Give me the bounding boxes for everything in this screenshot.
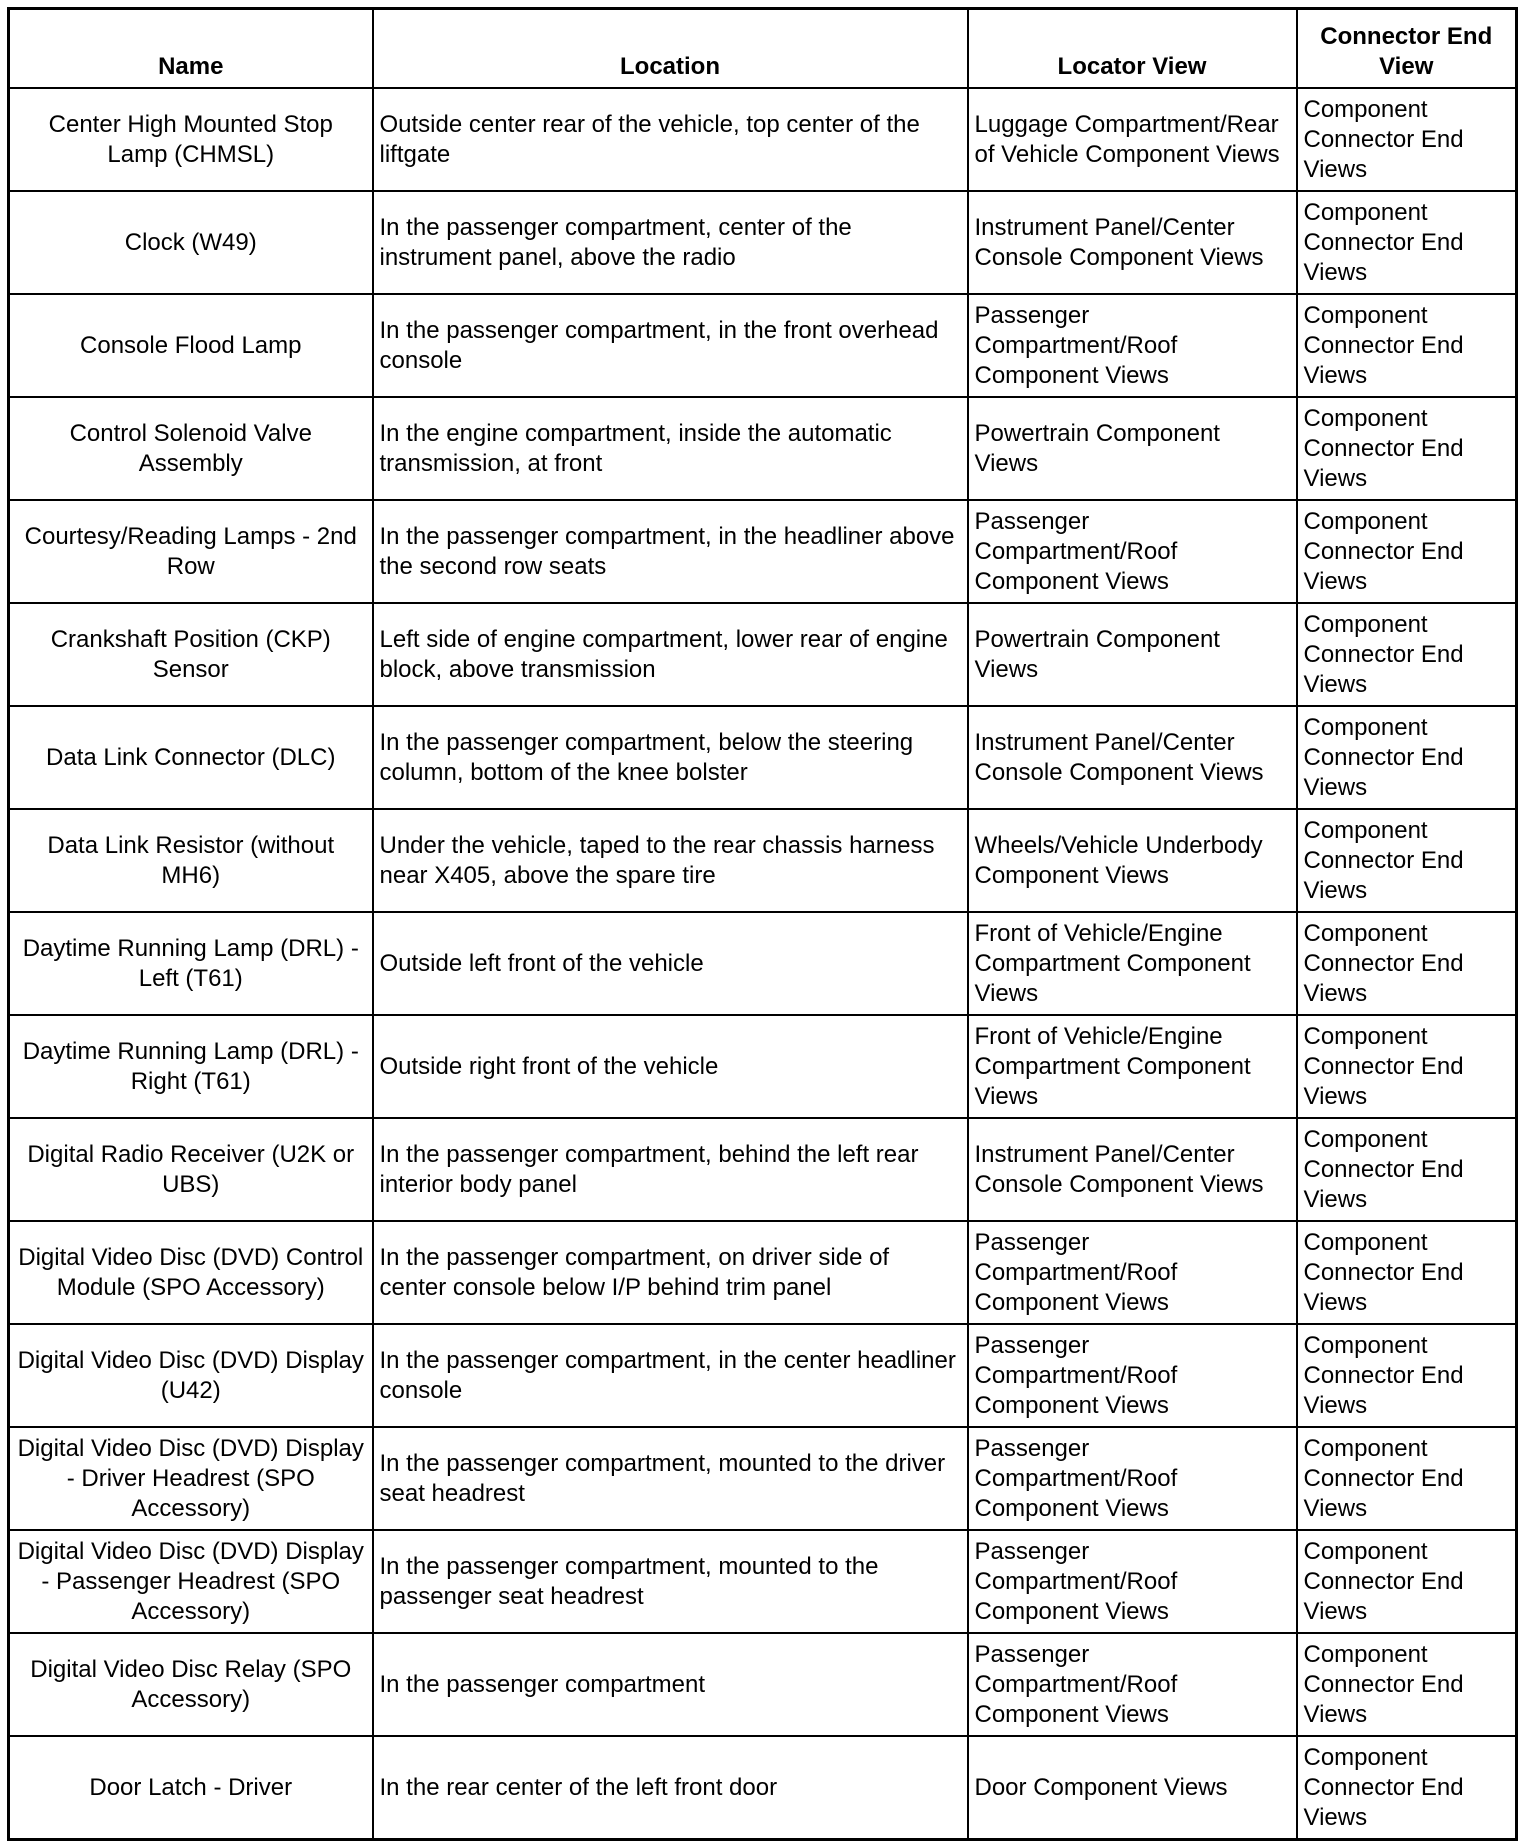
table-row (9, 912, 1517, 1015)
table-row (9, 500, 1517, 603)
cell-locator-view: Passenger Compartment/Roof Component Views (968, 1221, 1297, 1324)
cell-connector-end-view: Component Connector End Views (1297, 294, 1517, 397)
cell-locator-view: Passenger Compartment/Roof Component Views (968, 500, 1297, 603)
cell-location: In the passenger compartment, mounted to the passenger seat headrest (373, 1530, 968, 1633)
cell-locator-view: Powertrain Component Views (968, 603, 1297, 706)
cell-location: In the rear center of the left front door (373, 1736, 968, 1840)
table-row (9, 809, 1517, 912)
cell-name: Digital Video Disc Relay (SPO Accessory) (9, 1633, 373, 1736)
cell-connector-end-view: Component Connector End Views (1297, 603, 1517, 706)
table-row (9, 1530, 1517, 1633)
cell-locator-view: Instrument Panel/Center Console Component Views (968, 191, 1297, 294)
table-body (9, 88, 1517, 1840)
table-row (9, 191, 1517, 294)
cell-locator-view: Passenger Compartment/Roof Component Views (968, 1633, 1297, 1736)
cell-name: Daytime Running Lamp (DRL) - Left (T61) (9, 912, 373, 1015)
table-row (9, 294, 1517, 397)
cell-location: In the passenger compartment (373, 1633, 968, 1736)
cell-name: Data Link Resistor (without MH6) (9, 809, 373, 912)
cell-connector-end-view: Component Connector End Views (1297, 397, 1517, 500)
cell-connector-end-view: Component Connector End Views (1297, 1530, 1517, 1633)
cell-name: Clock (W49) (9, 191, 373, 294)
table-row (9, 706, 1517, 809)
cell-connector-end-view: Component Connector End Views (1297, 1015, 1517, 1118)
cell-connector-end-view: Component Connector End Views (1297, 191, 1517, 294)
table-row (9, 1221, 1517, 1324)
cell-name: Digital Video Disc (DVD) Display (U42) (9, 1324, 373, 1427)
cell-location: In the passenger compartment, behind the left rear interior body panel (373, 1118, 968, 1221)
cell-locator-view: Passenger Compartment/Roof Component Views (968, 1530, 1297, 1633)
cell-connector-end-view: Component Connector End Views (1297, 1633, 1517, 1736)
table-row (9, 1633, 1517, 1736)
table-row (9, 1736, 1517, 1840)
cell-name: Control Solenoid Valve Assembly (9, 397, 373, 500)
cell-location: In the passenger compartment, in the front overhead console (373, 294, 968, 397)
table-row (9, 1427, 1517, 1530)
header-locator-view: Locator View (968, 9, 1297, 89)
table-row (9, 397, 1517, 500)
cell-location: In the passenger compartment, in the center headliner console (373, 1324, 968, 1427)
table-row (9, 603, 1517, 706)
table-row (9, 1118, 1517, 1221)
cell-connector-end-view: Component Connector End Views (1297, 912, 1517, 1015)
cell-location: In the passenger compartment, in the headliner above the second row seats (373, 500, 968, 603)
cell-locator-view: Front of Vehicle/Engine Compartment Component Views (968, 912, 1297, 1015)
cell-name: Crankshaft Position (CKP) Sensor (9, 603, 373, 706)
cell-locator-view: Luggage Compartment/Rear of Vehicle Component Views (968, 88, 1297, 191)
header-row (9, 9, 1517, 89)
cell-location: In the passenger compartment, below the steering column, bottom of the knee bolster (373, 706, 968, 809)
cell-locator-view: Instrument Panel/Center Console Component Views (968, 1118, 1297, 1221)
cell-location: Outside right front of the vehicle (373, 1015, 968, 1118)
cell-location: Outside left front of the vehicle (373, 912, 968, 1015)
table-row (9, 88, 1517, 191)
cell-locator-view: Passenger Compartment/Roof Component Views (968, 1427, 1297, 1530)
table-header (9, 9, 1517, 89)
cell-locator-view: Door Component Views (968, 1736, 1297, 1840)
cell-location: In the engine compartment, inside the automatic transmission, at front (373, 397, 968, 500)
cell-location: In the passenger compartment, mounted to the driver seat headrest (373, 1427, 968, 1530)
cell-connector-end-view: Component Connector End Views (1297, 1736, 1517, 1840)
cell-connector-end-view: Component Connector End Views (1297, 1221, 1517, 1324)
cell-locator-view: Front of Vehicle/Engine Compartment Component Views (968, 1015, 1297, 1118)
cell-connector-end-view: Component Connector End Views (1297, 809, 1517, 912)
cell-connector-end-view: Component Connector End Views (1297, 1324, 1517, 1427)
cell-name: Data Link Connector (DLC) (9, 706, 373, 809)
cell-connector-end-view: Component Connector End Views (1297, 88, 1517, 191)
cell-locator-view: Wheels/Vehicle Underbody Component Views (968, 809, 1297, 912)
cell-name: Digital Radio Receiver (U2K or UBS) (9, 1118, 373, 1221)
cell-name: Console Flood Lamp (9, 294, 373, 397)
table-row (9, 1015, 1517, 1118)
cell-connector-end-view: Component Connector End Views (1297, 500, 1517, 603)
cell-connector-end-view: Component Connector End Views (1297, 1118, 1517, 1221)
cell-locator-view: Instrument Panel/Center Console Component Views (968, 706, 1297, 809)
cell-name: Door Latch - Driver (9, 1736, 373, 1840)
cell-location: Under the vehicle, taped to the rear chassis harness near X405, above the spare tire (373, 809, 968, 912)
cell-location: In the passenger compartment, on driver side of center console below I/P behind trim panel (373, 1221, 968, 1324)
cell-locator-view: Passenger Compartment/Roof Component Views (968, 294, 1297, 397)
header-location: Location (373, 9, 968, 89)
component-locator-table (7, 7, 1518, 1841)
cell-connector-end-view: Component Connector End Views (1297, 1427, 1517, 1530)
cell-name: Digital Video Disc (DVD) Display - Passenger Headrest (SPO Accessory) (9, 1530, 373, 1633)
header-connector-end-view: Connector End View (1297, 9, 1517, 89)
cell-locator-view: Powertrain Component Views (968, 397, 1297, 500)
cell-name: Digital Video Disc (DVD) Control Module (SPO Accessory) (9, 1221, 373, 1324)
header-name: Name (9, 9, 373, 89)
cell-location: In the passenger compartment, center of the instrument panel, above the radio (373, 191, 968, 294)
cell-name: Center High Mounted Stop Lamp (CHMSL) (9, 88, 373, 191)
cell-name: Digital Video Disc (DVD) Display - Driver Headrest (SPO Accessory) (9, 1427, 373, 1530)
cell-locator-view: Passenger Compartment/Roof Component Views (968, 1324, 1297, 1427)
cell-name: Courtesy/Reading Lamps - 2nd Row (9, 500, 373, 603)
cell-name: Daytime Running Lamp (DRL) - Right (T61) (9, 1015, 373, 1118)
cell-location: Left side of engine compartment, lower rear of engine block, above transmission (373, 603, 968, 706)
cell-location: Outside center rear of the vehicle, top center of the liftgate (373, 88, 968, 191)
table-row (9, 1324, 1517, 1427)
cell-connector-end-view: Component Connector End Views (1297, 706, 1517, 809)
